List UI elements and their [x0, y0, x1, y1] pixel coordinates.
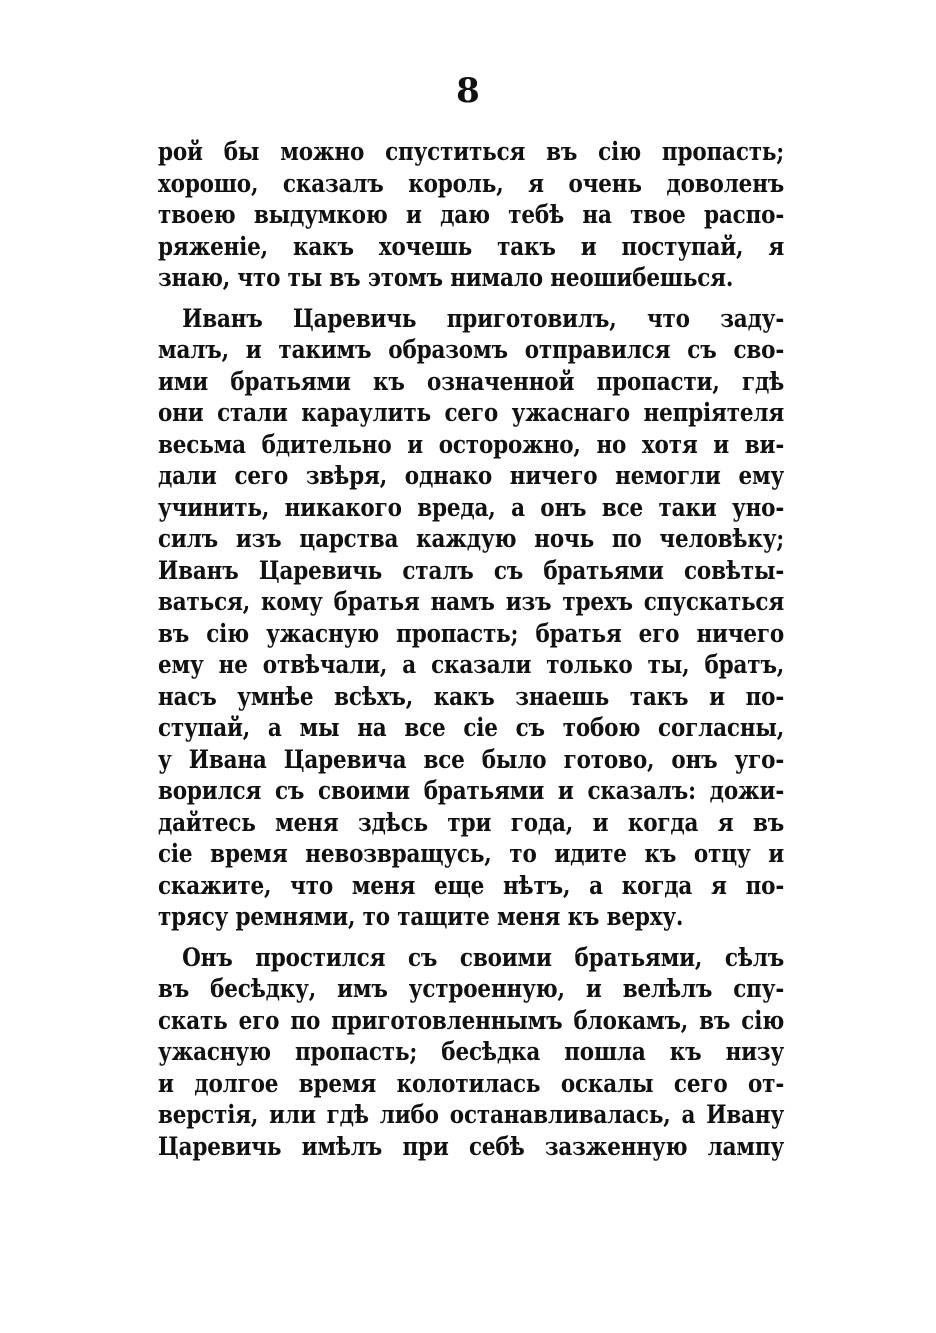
text-line: сіе время невозвращусь, то идите къ отцу и	[158, 839, 785, 868]
text-line: ступай, а мы на все сіе съ тобою согласны,	[158, 713, 785, 742]
paragraph-gap	[158, 933, 784, 942]
text-line: они стали караулить сего ужаснаго непріятеля	[158, 398, 785, 427]
text-line: и долгое время колотилась оскалы сего от-	[158, 1068, 785, 1098]
page-number: 8	[456, 71, 480, 111]
text-line: весьма бдительно и осторожно, но хотя и ви-	[158, 429, 785, 459]
text-line: Царевичь имѣлъ при себѣ зазженную лампу	[158, 1131, 785, 1161]
text-line: скажите, что меня еще нѣтъ, а когда я по-	[158, 870, 785, 900]
body-text	[158, 136, 784, 1162]
paragraph-gap	[158, 294, 784, 303]
paragraph-1	[158, 136, 784, 294]
text-line: ваться, кому братья намъ изъ трехъ спускаться	[158, 587, 785, 616]
text-line: силъ изъ царства каждую ночь по человѣку;	[158, 524, 785, 553]
text-line: Иванъ Царевичь приготовилъ, что заду-	[182, 303, 785, 333]
paragraph-2	[158, 303, 784, 933]
text-line: у Ивана Царевича все было готово, онъ уго-	[158, 744, 785, 774]
text-line: Онъ простился съ своими братьями, сѣлъ	[182, 942, 785, 972]
text-line: ворился съ своими братьями и сказалъ: дожи-	[158, 776, 785, 805]
text-line: въ сію ужасную пропасть; братья его ничего	[158, 618, 785, 648]
text-line: твоею выдумкою и даю тебѣ на твое распо-	[158, 200, 785, 229]
text-line: рой бы можно спуститься въ сію пропасть;	[158, 137, 785, 166]
text-line: ряженіе, какъ хочешь такъ и поступай, я	[158, 231, 785, 261]
text-line: учинить, никакого вреда, а онъ все таки уно-	[158, 492, 785, 522]
text-line: въ бесѣдку, имъ устроенную, и велѣлъ спу-	[158, 974, 785, 1003]
text-line: хорошо, сказалъ король, я очень доволенъ	[158, 168, 785, 198]
text-line: Иванъ Царевичь сталъ съ братьями совѣты-	[158, 555, 785, 585]
text-line: насъ умнѣе всѣхъ, какъ знаешь такъ и по-	[158, 681, 785, 711]
text-line: трясу ремнями, то тащите меня къ верху.	[158, 902, 684, 931]
paragraph-3	[158, 942, 784, 1163]
text-line: верстія, или гдѣ либо останавливалась, а Ивану	[158, 1100, 785, 1129]
text-line: дали сего звѣря, однако ничего немогли ему	[158, 461, 785, 490]
text-line: малъ, и такимъ образомъ отправился съ сво-	[158, 335, 785, 364]
text-line: ими братьями къ означенной пропасти, гдѣ	[158, 366, 785, 396]
text-line: дайтесь меня здѣсь три года, и когда я въ	[158, 807, 785, 837]
text-line: ужасную пропасть; бесѣдка пошла къ низу	[158, 1037, 785, 1066]
text-line: скать его по приготовленнымъ блокамъ, въ сію	[158, 1005, 785, 1035]
text-line: знаю, что ты въ этомъ нимало неошибешься.	[158, 263, 734, 292]
text-line: ему не отвѣчали, а сказали только ты, братъ,	[158, 650, 785, 679]
